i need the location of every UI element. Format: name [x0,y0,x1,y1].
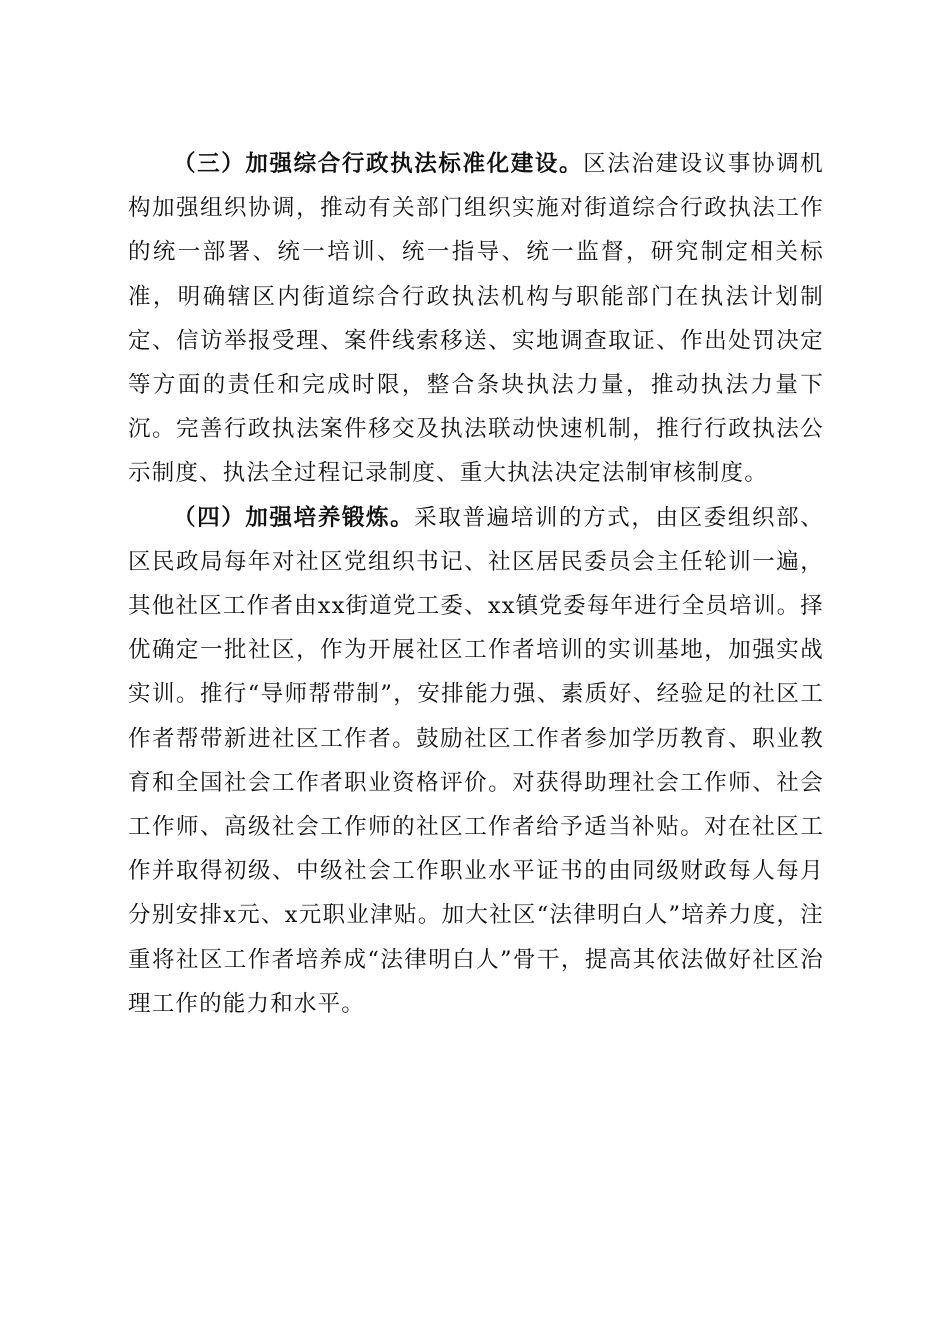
document-body [128,142,824,1026]
paragraph-section-3 [128,142,824,496]
section-3-body: 区法治建设议事协调机构加强组织协调，推动有关部门组织实施对街道综合行政执法工作的统一部署、统一培训、统一指导、统一监督，研究制定相关标准，明确辖区内街道综合行政执法机构与职能部门在执法计划制定、信访举报受理、案件线索移送、实地调查取证、作出处罚决定等方面的责任和完成时限，整合条块执法力量，推动执法力量下沉。完善行政执法案件移交及执法联动快速机制，推行行政执法公示制度、执法全过程记录制度、重大执法决定法制审核制度。 [128,151,824,487]
paragraph-section-4 [128,496,824,1026]
section-3-heading: （三）加强综合行政执法标准化建设。 [173,151,584,177]
section-4-heading: （四）加强培养锻炼。 [173,504,415,531]
section-4-body: 采取普遍培训的方式，由区委组织部、区民政局每年对社区党组织书记、社区居民委员会主任轮训一遍，其他社区工作者由xx街道党工委、xx镇党委每年进行全员培训。择优确定一批社区，作为开展社区工作者培训的实训基地，加强实战实训。推行“导师帮带制”，安排能力强、素质好、经验足的社区工作者帮带新进社区工作者。鼓励社区工作者参加学历教育、职业教育和全国社会工作者职业资格评价。对获得助理社会工作师、社会工作师、高级社会工作师的社区工作者给予适当补贴。对在社区工作并取得初级、中级社会工作职业水平证书的由同级财政每人每月分别安排x元、x元职业津贴。加大社区“法律明白人”培养力度，注重将社区工作者培养成“法律明白人”骨干，提高其依法做好社区治理工作的能力和水平。 [128,504,824,1017]
